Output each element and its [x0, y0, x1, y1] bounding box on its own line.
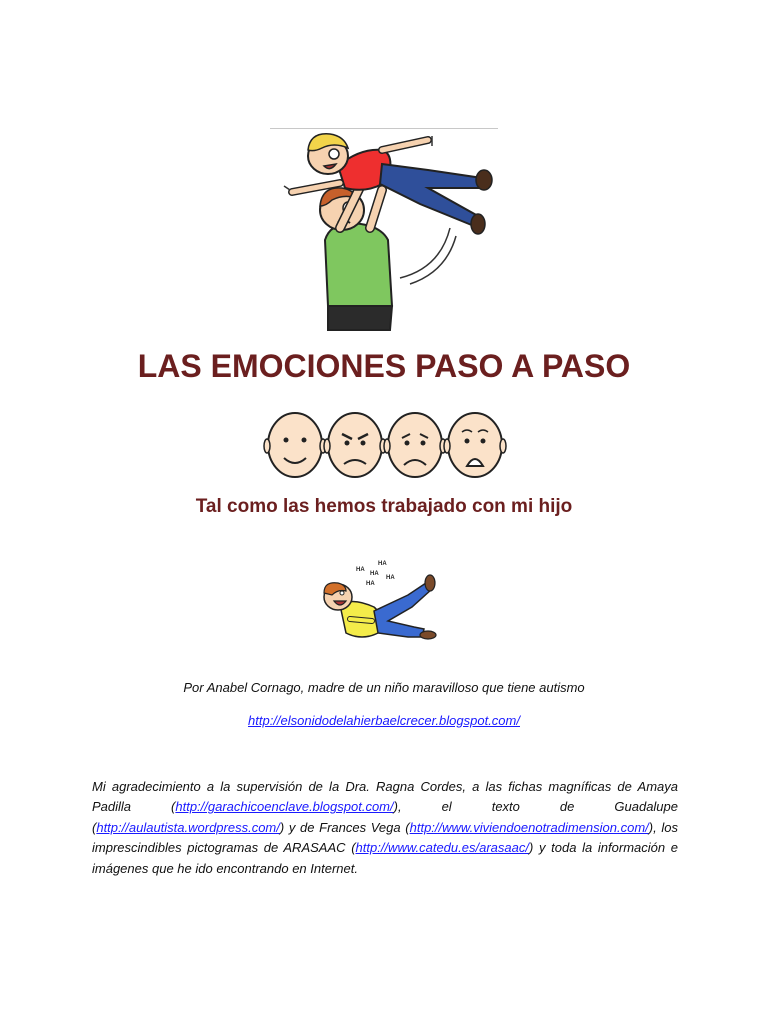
ack-text: ), el texto de Guadalupe ( — [92, 799, 678, 835]
happy-face-icon — [264, 413, 326, 477]
man-laughing-on-floor-illustration — [312, 555, 442, 647]
ack-text: ) y toda la información e imágenes que he ido encontrando en Internet. — [92, 840, 678, 876]
acknowledgement-paragraph — [92, 777, 678, 879]
angry-face-icon — [324, 413, 386, 477]
emotion-faces-pictogram — [262, 408, 512, 480]
author-line: Por Anabel Cornago, madre de un niño maravilloso que tiene autismo — [183, 680, 585, 695]
laugh-text: HA — [366, 581, 375, 587]
laugh-text: HA — [378, 561, 387, 567]
ack-text: ) y de Frances Vega ( — [279, 819, 410, 835]
father-lifting-child-illustration — [270, 128, 500, 333]
ack-text: Mi agradecimiento a la supervisión de la Dra. Ragna Cordes, a las fichas magníficas de Amaya Padilla ( — [92, 779, 678, 815]
viviendoenotradimension-link[interactable]: http://www.viviendoenotradimension.com/ — [409, 819, 649, 835]
scared-face-icon — [444, 413, 506, 477]
laugh-text: HA — [370, 571, 379, 577]
blog-link[interactable]: http://elsonidodelahierbaelcrecer.blogspot.com/ — [248, 713, 520, 728]
sad-face-icon — [384, 413, 446, 477]
laugh-text: HA — [356, 567, 365, 573]
aulautista-link[interactable]: http://aulautista.wordpress.com/ — [96, 819, 280, 835]
document-title: LAS EMOCIONES PASO A PASO — [137, 348, 631, 384]
garachico-link[interactable]: http://garachicoenclave.blogspot.com/ — [175, 799, 394, 815]
arasaac-link[interactable]: http://www.catedu.es/arasaac/ — [355, 840, 529, 856]
document-subtitle: Tal como las hemos trabajado con mi hijo — [195, 496, 573, 517]
laugh-text: HA — [386, 575, 395, 581]
ack-text: ), los imprescindibles pictogramas de ARASAAC ( — [92, 819, 679, 856]
